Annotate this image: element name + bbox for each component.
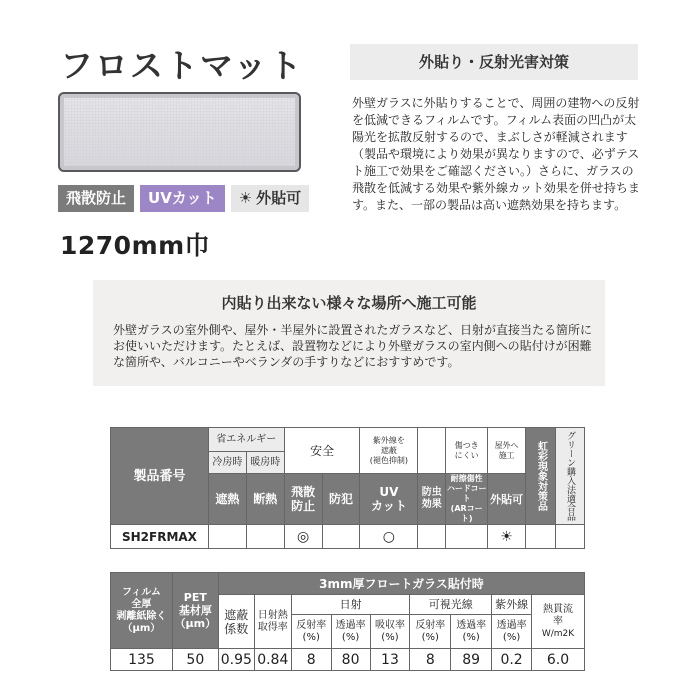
safety-header: 安全 — [284, 428, 360, 474]
product-width: 1270mm巾 — [60, 231, 211, 260]
value-pet: 50 — [172, 649, 218, 671]
insect-cell — [418, 525, 446, 549]
heat-shield-header: 遮熱 — [208, 474, 246, 525]
green-cell — [555, 525, 584, 549]
film-sample-image — [58, 92, 301, 172]
scratch-header: 耐擦傷性 ハードコート (ARコート) — [446, 474, 487, 523]
badge-uv-cut: UVカット — [140, 185, 225, 212]
insect-header: 防虫 効果 — [418, 474, 446, 525]
sun-icon: ☀ — [238, 189, 253, 207]
u-value-unit: W/m2K — [541, 628, 575, 639]
product-no-header: 製品番号 — [111, 428, 209, 525]
u-value-header — [532, 595, 585, 649]
uv-mark: ○ — [360, 525, 418, 549]
pet-header: PET 基材厚 （μm） — [172, 573, 218, 649]
table-row — [111, 649, 585, 671]
visible-header: 可視光線 — [410, 595, 492, 615]
solar-reflect-header: 反射率 (%) — [291, 615, 331, 649]
crime-header: 防犯 — [322, 474, 360, 525]
value-film-thickness: 135 — [111, 649, 173, 671]
value-solar-gain: 0.84 — [254, 649, 291, 671]
shatter-mark: ◎ — [284, 525, 322, 549]
value-shading: 0.95 — [218, 649, 254, 671]
product-no-cell: SH2FRMAX — [111, 525, 209, 549]
uv-header: 紫外線 — [492, 595, 532, 615]
rainbow-cell — [526, 525, 556, 549]
value-solar-reflect: 8 — [291, 649, 331, 671]
solar-transmit-header: 透過率 (%) — [331, 615, 370, 649]
feature-badges — [58, 185, 309, 212]
exterior-mark-icon: ☀ — [488, 525, 526, 549]
u-value-label: 熱貫流 率 — [543, 603, 574, 627]
exterior-group-header: 屋外へ 施工 — [488, 428, 526, 474]
solar-absorb-header: 吸収率 (%) — [370, 615, 410, 649]
badge-exterior — [231, 185, 309, 212]
insulation-cell — [246, 525, 284, 549]
glass-header: 3mm厚フロートガラス貼付時 — [218, 573, 584, 595]
feature-heading: 外貼り・反射光害対策 — [350, 44, 638, 80]
visible-transmit-header: 透過率 (%) — [451, 615, 492, 649]
solar-header: 日射 — [291, 595, 410, 615]
badge-shatter-prevention: 飛散防止 — [58, 185, 134, 212]
blank-header — [418, 428, 446, 474]
feature-description: 外壁ガラスに外貼りすることで、周囲の建物への反射を低減できるフィルムです。フィルム表面の凹凸が太陽光を拡散反射するので、まぶしさが軽減されます（製品や環境により効果が異なりますので、必ずテスト施工で効果をご確認ください。）さらに、ガラスの飛散を低減する効果や紫外線カット効果を併せ持ちます。また、一部の製品は高い遮熱効果を持ちます。 — [352, 96, 640, 212]
product-title: フロストマット — [60, 46, 304, 85]
info-panel — [93, 280, 605, 386]
value-solar-transmit: 80 — [331, 649, 370, 671]
value-u-value: 6.0 — [532, 649, 585, 671]
visible-reflect-header: 反射率 (%) — [410, 615, 451, 649]
green-header: グリーン購入法適合品 — [555, 428, 584, 525]
film-thickness-header: フィルム 全厚 剥離紙除く （μm） — [111, 573, 173, 649]
badge-exterior-label: 外貼可 — [256, 189, 302, 207]
shading-header: 遮蔽 係数 — [218, 595, 254, 649]
crime-cell — [322, 525, 360, 549]
table-row — [111, 525, 585, 549]
uv-cut-header: UV カット — [360, 474, 418, 525]
info-panel-body: 外壁ガラスの室外側や、屋外・半屋外に設置されたガラスなど、日射が直接当たる箇所にお使いいただけます。たとえば、設置物などにより外壁ガラスの室内側への貼付けが困難な箇所や、バルコニーやベランダの手すりなどにおすすめです。 — [113, 323, 593, 369]
uv-transmit-header: 透過率 (%) — [492, 615, 532, 649]
performance-table — [110, 572, 585, 671]
scratch-group-header: 傷つき にくい — [446, 428, 488, 474]
insulation-header: 断熱 — [246, 474, 284, 525]
value-solar-absorb: 13 — [370, 649, 410, 671]
heating-header: 暖房時 — [246, 452, 284, 474]
scratch-cell — [446, 525, 488, 549]
solar-gain-header: 日射熱 取得率 — [254, 595, 291, 649]
value-visible-reflect: 8 — [410, 649, 451, 671]
energy-header: 省エネルギー — [208, 428, 284, 452]
value-uv-transmit: 0.2 — [492, 649, 532, 671]
rainbow-header: 虹彩現象対策品 — [526, 428, 556, 525]
shatter-header: 飛散 防止 — [284, 474, 322, 525]
exterior-header: 外貼可 — [488, 474, 526, 525]
value-visible-transmit: 89 — [451, 649, 492, 671]
cooling-header: 冷房時 — [208, 452, 246, 474]
heat-shield-cell — [208, 525, 246, 549]
info-panel-title: 内貼り出来ない様々な場所へ施工可能 — [221, 294, 477, 312]
uv-group-header: 紫外線を 遮蔽 (褪色抑制) — [360, 428, 418, 474]
spec-table — [110, 427, 585, 549]
